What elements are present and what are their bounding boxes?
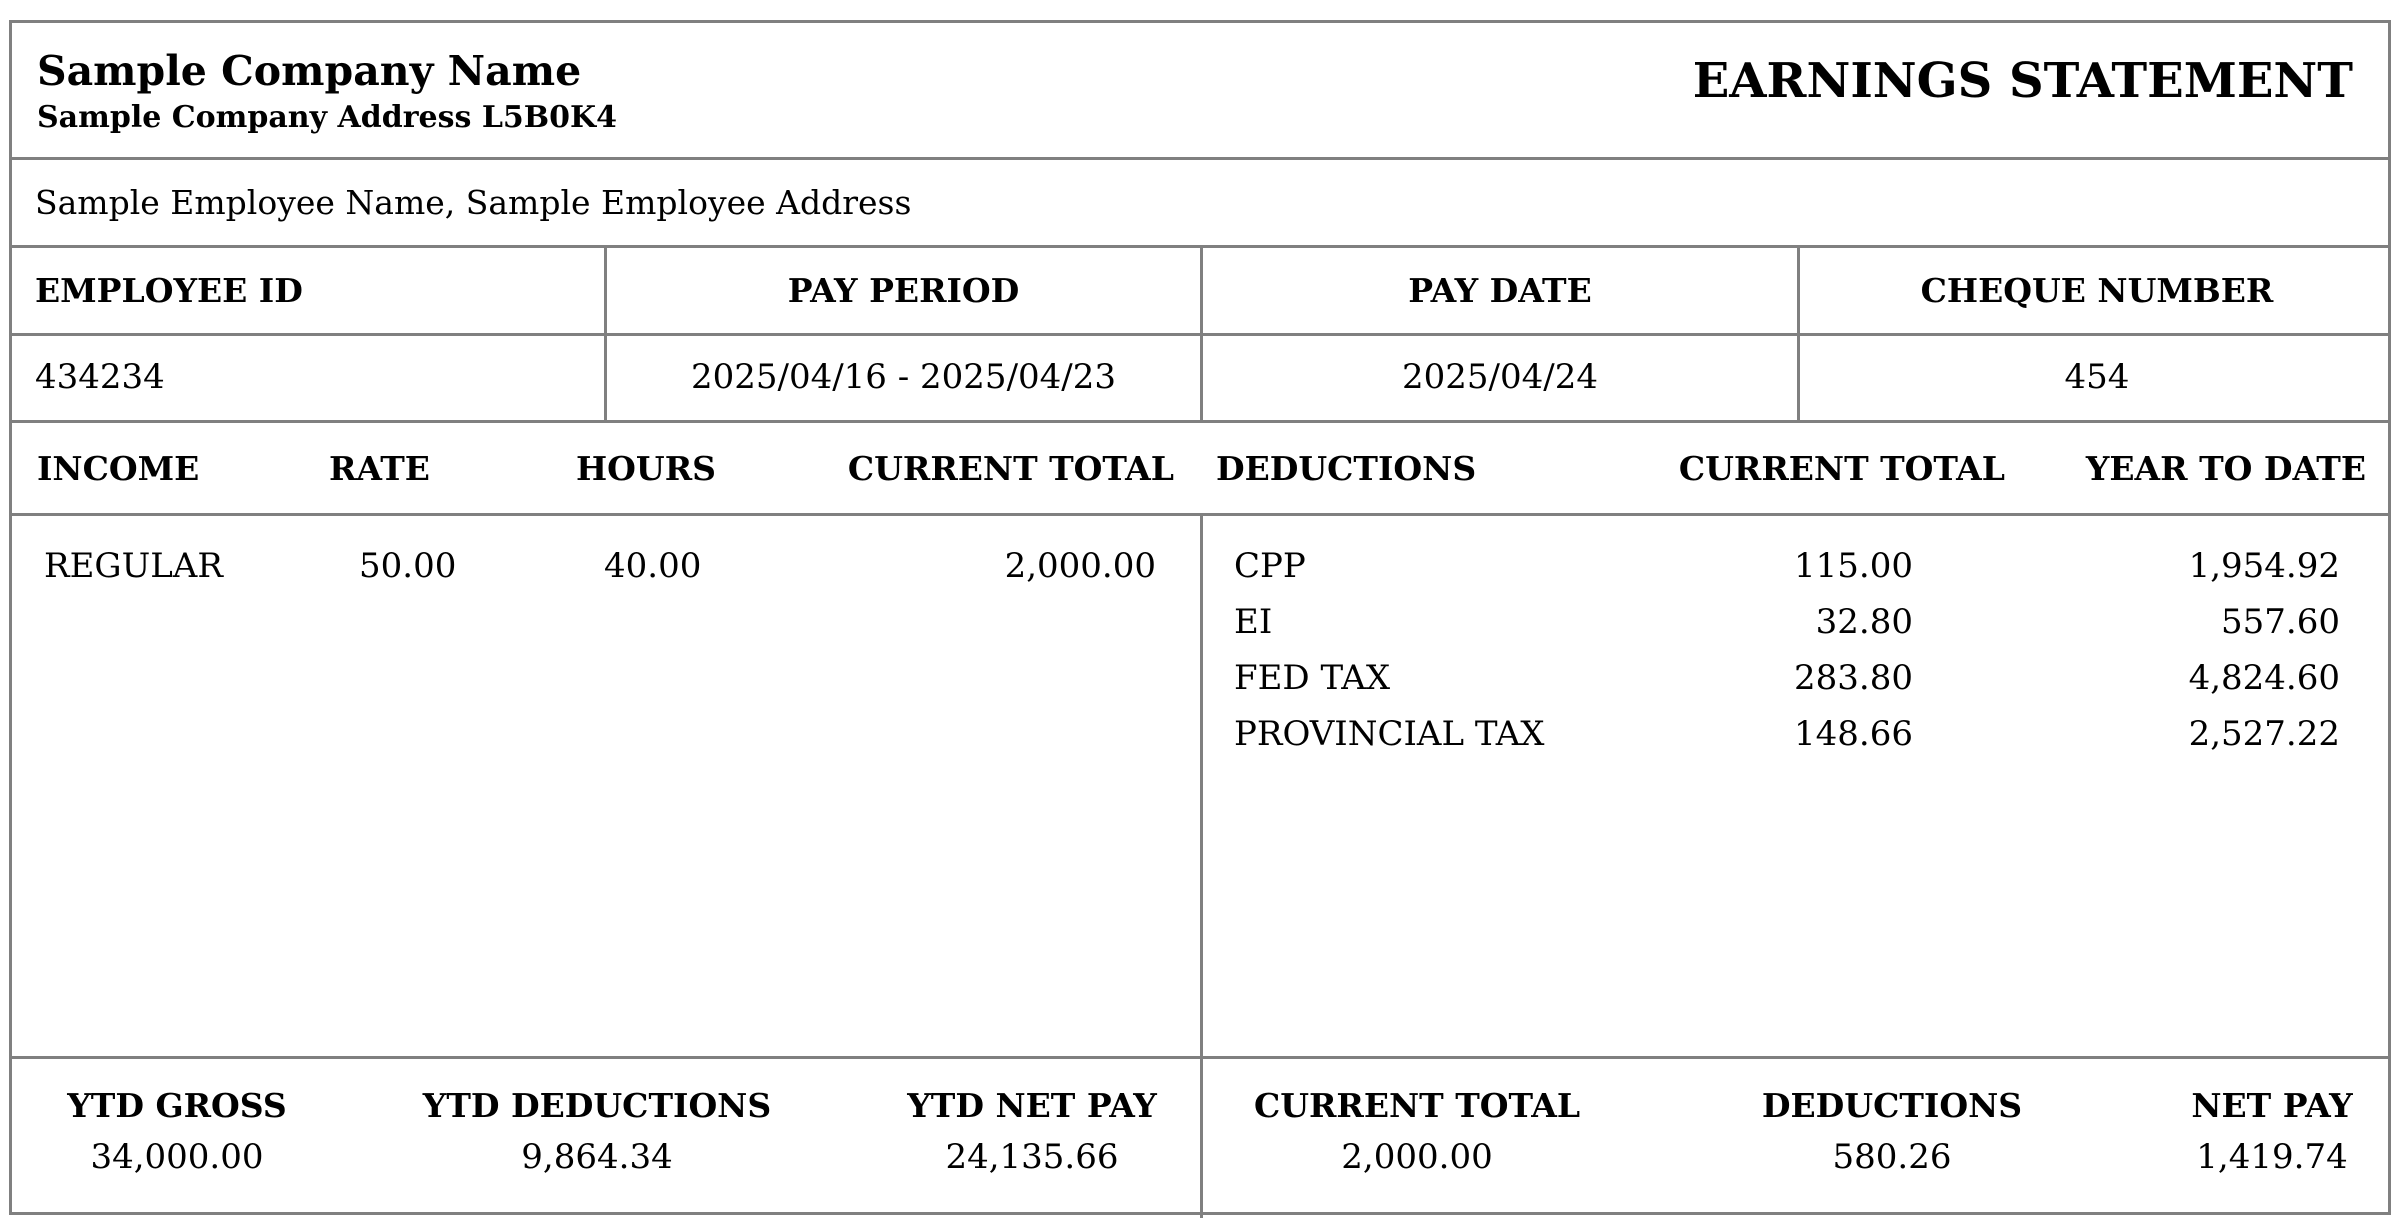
income-current-total-header: CURRENT TOTAL <box>847 449 1174 488</box>
deduction-current-total: 148.66 <box>1794 714 1913 754</box>
deductions-total-label: DEDUCTIONS <box>1761 1086 2023 1125</box>
statement-title: EARNINGS STATEMENT <box>1692 53 2353 109</box>
deductions-current-total-header: CURRENT TOTAL <box>1678 449 2005 488</box>
employee-id-value: 434234 <box>35 357 165 397</box>
divider-header <box>12 157 2388 160</box>
ytd-gross-label: YTD GROSS <box>67 1086 287 1125</box>
ytd-net-pay-label: YTD NET PAY <box>907 1086 1157 1125</box>
deduction-year-to-date: 1,954.92 <box>2188 546 2340 586</box>
deduction-label: CPP <box>1234 546 1306 586</box>
ytd-gross-value: 34,000.00 <box>90 1137 264 1177</box>
deduction-label: PROVINCIAL TAX <box>1234 714 1545 754</box>
income-header: INCOME <box>37 449 200 488</box>
deduction-year-to-date: 4,824.60 <box>2188 658 2340 698</box>
deduction-current-total: 283.80 <box>1794 658 1913 698</box>
ytd-deductions-label: YTD DEDUCTIONS <box>422 1086 772 1125</box>
deduction-current-total: 32.80 <box>1815 602 1913 642</box>
deductions-total-value: 580.26 <box>1832 1137 1952 1177</box>
earnings-statement <box>9 20 2391 1215</box>
deductions-header: DEDUCTIONS <box>1216 449 1477 488</box>
ytd-net-pay-value: 24,135.66 <box>945 1137 1119 1177</box>
income-hours: 40.00 <box>604 546 702 586</box>
ytd-deductions-value: 9,864.34 <box>521 1137 673 1177</box>
pay-period-value: 2025/04/16 - 2025/04/23 <box>690 357 1117 397</box>
divider-income-deductions <box>1200 513 1203 1218</box>
deduction-year-to-date: 2,527.22 <box>2188 714 2340 754</box>
rate-header: RATE <box>329 449 430 488</box>
net-pay-label: NET PAY <box>2191 1086 2353 1125</box>
company-address: Sample Company Address L5B0K4 <box>37 100 617 135</box>
pay-date-value: 2025/04/24 <box>1402 357 1598 397</box>
cheque-number-header: CHEQUE NUMBER <box>1920 271 2274 310</box>
cheque-number-value: 454 <box>2064 357 2130 397</box>
deduction-current-total: 115.00 <box>1794 546 1913 586</box>
deduction-year-to-date: 557.60 <box>2221 602 2340 642</box>
income-current-total: 2,000.00 <box>1004 546 1156 586</box>
net-pay-value: 1,419.74 <box>2196 1137 2348 1177</box>
income-label: REGULAR <box>44 546 223 586</box>
income-rate: 50.00 <box>359 546 457 586</box>
deduction-label: EI <box>1234 602 1273 642</box>
employee-id-header: EMPLOYEE ID <box>35 271 303 310</box>
hours-header: HOURS <box>576 449 716 488</box>
employee-name-address: Sample Employee Name, Sample Employee Address <box>35 183 912 222</box>
pay-date-header: PAY DATE <box>1408 271 1592 310</box>
current-total-label: CURRENT TOTAL <box>1253 1086 1581 1125</box>
current-total-value: 2,000.00 <box>1341 1137 1493 1177</box>
deduction-label: FED TAX <box>1234 658 1391 698</box>
company-name: Sample Company Name <box>37 47 582 95</box>
year-to-date-header: YEAR TO DATE <box>2085 449 2366 488</box>
pay-period-header: PAY PERIOD <box>787 271 1020 310</box>
